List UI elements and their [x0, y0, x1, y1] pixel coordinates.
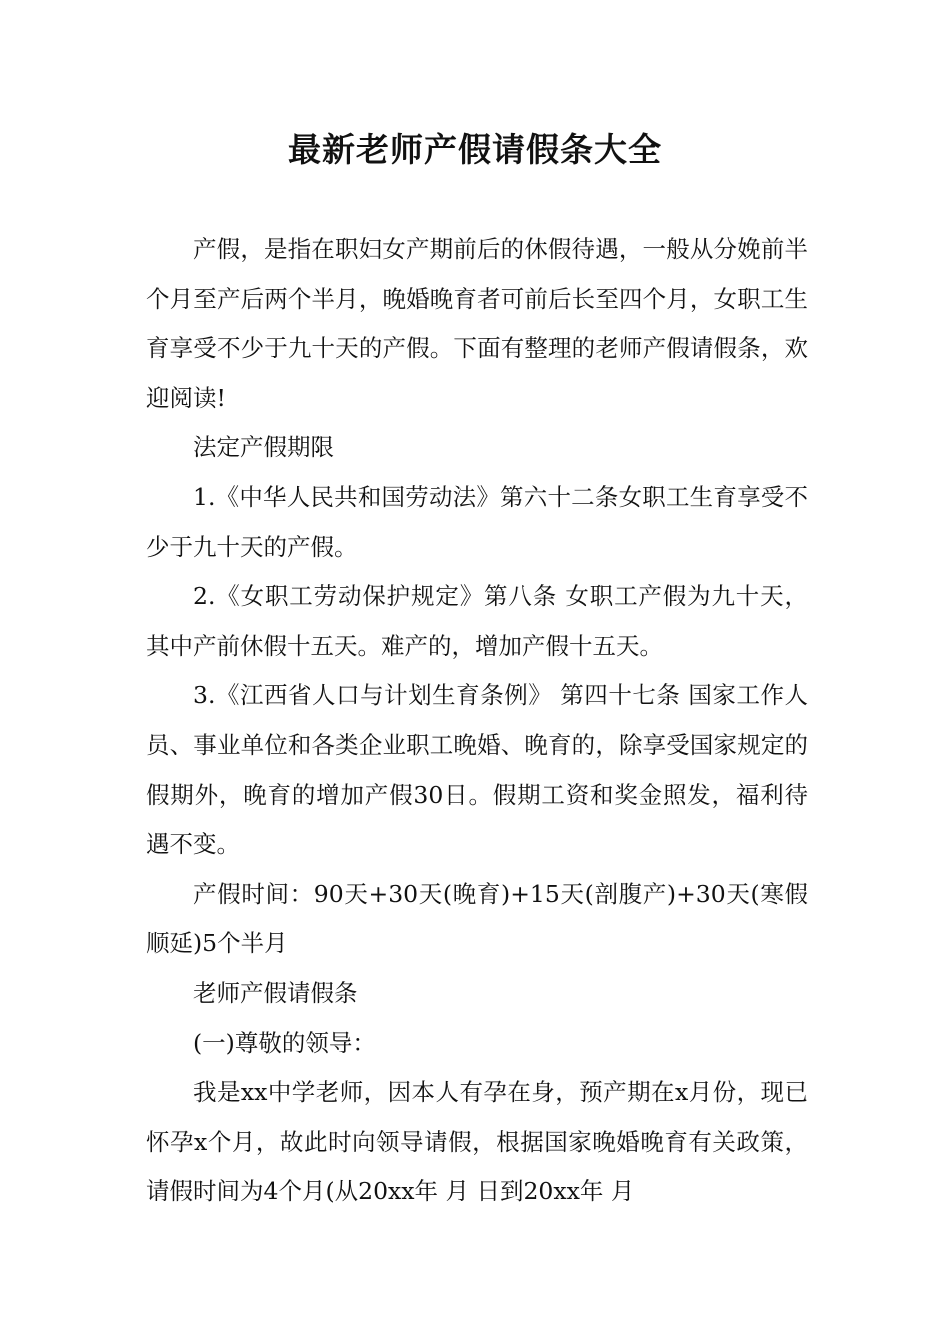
salutation: (一)尊敬的领导：	[193, 1028, 376, 1057]
law-item-2: 2.《女职工劳动保护规定》第八条 女职工产假为九十天，其中产前休假十五天。难产的，增加产假十五天。	[146, 582, 808, 660]
law-item-3: 3.《江西省人口与计划生育条例》 第四十七条 国家工作人员、事业单位和各类企业职工晚婚、晚育的，除享受国家规定的假期外，晚育的增加产假30日。假期工资和奖金照发，福利待遇不变。	[146, 681, 808, 859]
leave-request-paragraph: 我是xx中学老师，因本人有孕在身，预产期在x月份，现已怀孕x个月，故此时向领导请假，根据国家晚婚晚育有关政策，请假时间为4个月(从20xx年 月 日到20xx年 月	[146, 1078, 808, 1206]
document-title: 最新老师产假请假条大全	[288, 130, 662, 169]
section-heading-leave-note: 老师产假请假条	[193, 978, 358, 1007]
leave-duration-paragraph: 产假时间：90天+30天(晚育)+15天(剖腹产)+30天(寒假顺延)5个半月	[146, 879, 808, 958]
intro-paragraph: 产假，是指在职妇女产期前后的休假待遇，一般从分娩前半个月至产后两个半月，晚婚晚育者可前后长至四个月，女职工生育享受不少于九十天的产假。下面有整理的老师产假请假条，欢迎阅读!	[146, 235, 808, 412]
document-body	[146, 225, 808, 1217]
law-item-1: 1.《中华人民共和国劳动法》第六十二条女职工生育享受不少于九十天的产假。	[146, 482, 808, 561]
section-heading-legal-leave: 法定产假期限	[193, 433, 334, 462]
